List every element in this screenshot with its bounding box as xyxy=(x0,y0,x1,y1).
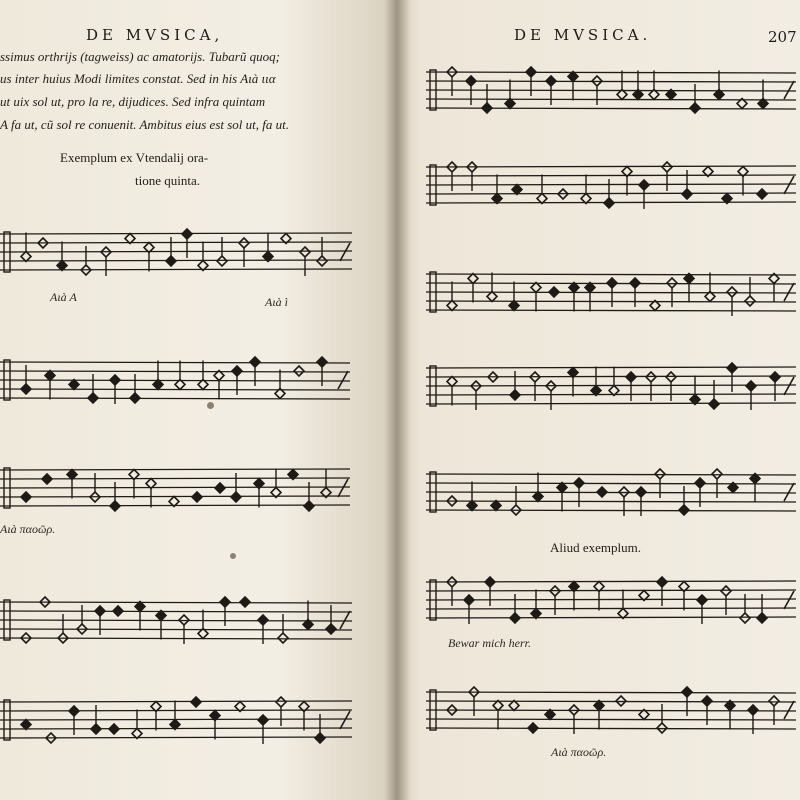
music-staff xyxy=(0,458,350,518)
lyric-text: Aιà παοῶρ. xyxy=(551,745,607,759)
music-staff xyxy=(0,222,352,282)
book-gutter xyxy=(384,0,410,800)
lyric-text: Aιà ì xyxy=(265,295,288,309)
text-line-4: A fa ut, cũ sol re conuenit. Ambitus eius est sol ut, fa ut. xyxy=(0,117,289,132)
running-head-right: DE MVSICA. xyxy=(514,26,652,44)
music-staff xyxy=(426,680,796,740)
text-line-3: ut uix sol ut, pro la re, dijudices. Sed infra quintam xyxy=(0,94,266,109)
music-staff xyxy=(426,262,796,322)
left-page xyxy=(0,0,396,800)
music-staff xyxy=(0,690,352,750)
music-staff xyxy=(426,462,796,522)
lyric-text: Aιà παοῶρ. xyxy=(0,522,56,536)
music-staff xyxy=(0,350,350,410)
ink-spot xyxy=(230,553,236,559)
music-staff xyxy=(426,570,796,630)
text-line-2: us inter huius Modi limites constat. Sed in his Aιà ιια xyxy=(0,71,276,86)
ink-spot xyxy=(207,402,214,409)
music-staff xyxy=(426,155,796,215)
music-staff xyxy=(426,356,796,416)
music-staff xyxy=(426,60,796,120)
music-staff xyxy=(0,590,352,650)
example-caption-2: tione quinta. xyxy=(135,173,200,188)
example-caption-1: Exemplum ex Vtendalij ora- xyxy=(60,150,209,165)
lyric-text: Aιà A xyxy=(50,290,77,304)
example-caption: Aliud exemplum. xyxy=(550,540,641,555)
running-head-left: DE MVSICA, xyxy=(86,26,224,44)
page-number: 207 xyxy=(768,28,797,46)
lyric-text: Bewar mich herr. xyxy=(448,636,531,650)
text-line-1: ssimus orthrijs (tagweiss) ac amatorijs. Tubarũ quoq; xyxy=(0,49,280,64)
right-page xyxy=(396,0,800,800)
